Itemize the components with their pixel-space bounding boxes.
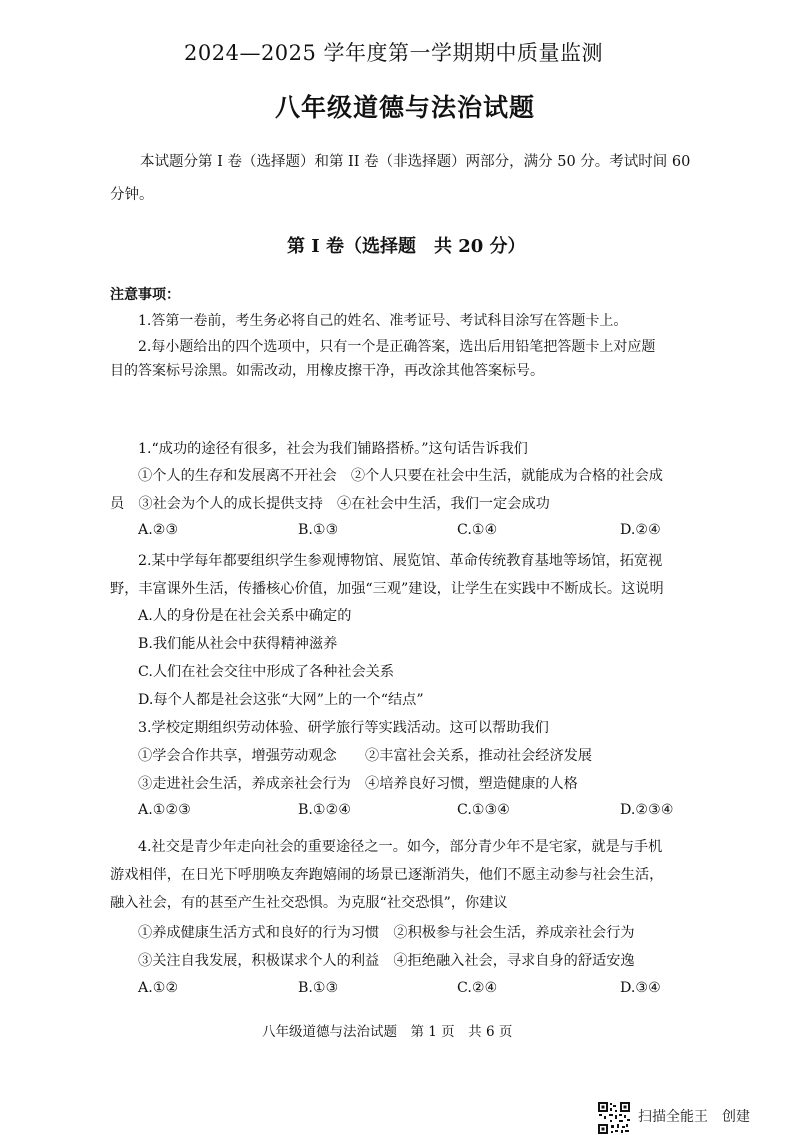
q3-option-b: B.①②④	[298, 802, 352, 818]
page-footer: 八年级道德与法治试题 第 1 页 共 6 页	[262, 1024, 513, 1040]
note-2-line-2: 目的答案标号涂黑。如需改动，用橡皮擦干净，再改涂其他答案标号。	[110, 363, 544, 379]
q4-statements-2: ③关注自我发展，积极谋求个人的利益 ④拒绝融入社会，寻求自身的舒适安逸	[138, 953, 635, 969]
subject-title: 八年级道德与法治试题	[275, 93, 536, 122]
q1-statements-2: 员 ③社会为个人的成长提供支持 ④在社会中生活，我们一定会成功	[110, 496, 550, 512]
q1-stem: 1.“成功的途径有很多，社会为我们铺路搭桥。”这句话告诉我们	[138, 441, 528, 457]
q4-option-a: A.①②	[138, 980, 179, 996]
q4-statements-1: ①养成健康生活方式和良好的行为习惯 ②积极参与社会生活，养成亲社会行为	[138, 925, 635, 941]
q4-stem-1: 4.社交是青少年走向社会的重要途径之一。如今，部分青少年不是宅家，就是与手机	[138, 839, 663, 855]
notes-label: 注意事项：	[110, 287, 180, 303]
q2-stem-1: 2.某中学每年都要组织学生参观博物馆、展览馆、革命传统教育基地等场馆，拓宽视	[138, 553, 663, 569]
intro-line-2: 分钟。	[110, 187, 154, 203]
q4-stem-3: 融入社会，有的甚至产生社交恐惧。为克服“社交恐惧”，你建议	[110, 895, 508, 911]
q4-option-d: D.③④	[620, 980, 661, 996]
q3-option-c: C.①③④	[457, 802, 511, 818]
q1-option-b: B.①③	[298, 522, 339, 538]
note-1: 1.答第一卷前，考生务必将自己的姓名、准考证号、考试科目涂写在答题卡上。	[138, 313, 628, 329]
q2-option-a: A.人的身份是在社会关系中确定的	[138, 608, 352, 624]
section-title: 第 I 卷（选择题 共 20 分）	[287, 236, 526, 257]
intro-line-1: 本试题分第 I 卷（选择题）和第 II 卷（非选择题）两部分，满分 50 分。考试时间 60	[140, 154, 691, 170]
q4-stem-2: 游戏相伴，在日光下呼朋唤友奔跑嬉闹的场景已逐渐消失，他们不愿主动参与社会生活，	[110, 867, 664, 883]
q3-option-d: D.②③④	[620, 802, 674, 818]
q3-option-a: A.①②③	[138, 802, 191, 818]
q3-statements-2: ③走进社会生活，养成亲社会行为 ④培养良好习惯，塑造健康的人格	[138, 776, 578, 792]
note-2-line-1: 2.每小题给出的四个选项中，只有一个是正确答案，选出后用铅笔把答题卡上对应题	[138, 339, 656, 355]
q1-statements-1: ①个人的生存和发展离不开社会 ②个人只要在社会中生活，就能成为合格的社会成	[138, 468, 663, 484]
exam-title: 2024—2025 学年度第一学期期中质量监测	[184, 41, 604, 65]
q3-stem: 3.学校定期组织劳动体验、研学旅行等实践活动。这可以帮助我们	[138, 720, 549, 736]
q1-option-d: D.②④	[620, 522, 661, 538]
q3-statements-1: ①学会合作共享，增强劳动观念 ②丰富社会关系，推动社会经济发展	[138, 748, 593, 764]
scanner-brand-text: 扫描全能王 创建	[638, 1109, 750, 1125]
q2-option-c: C.人们在社会交往中形成了各种社会关系	[138, 664, 395, 680]
q2-option-b: B.我们能从社会中获得精神滋养	[138, 636, 338, 652]
qr-code-icon	[597, 1101, 631, 1135]
q2-stem-2: 野，丰富课外生活，传播核心价值，加强“三观”建设，让学生在实践中不断成长。这说明	[110, 581, 664, 597]
q2-option-d: D.每个人都是社会这张“大网”上的一个“结点”	[138, 692, 424, 708]
q4-option-c: C.②④	[457, 980, 498, 996]
q1-option-a: A.②③	[138, 522, 179, 538]
q4-option-b: B.①③	[298, 980, 339, 996]
q1-option-c: C.①④	[457, 522, 498, 538]
